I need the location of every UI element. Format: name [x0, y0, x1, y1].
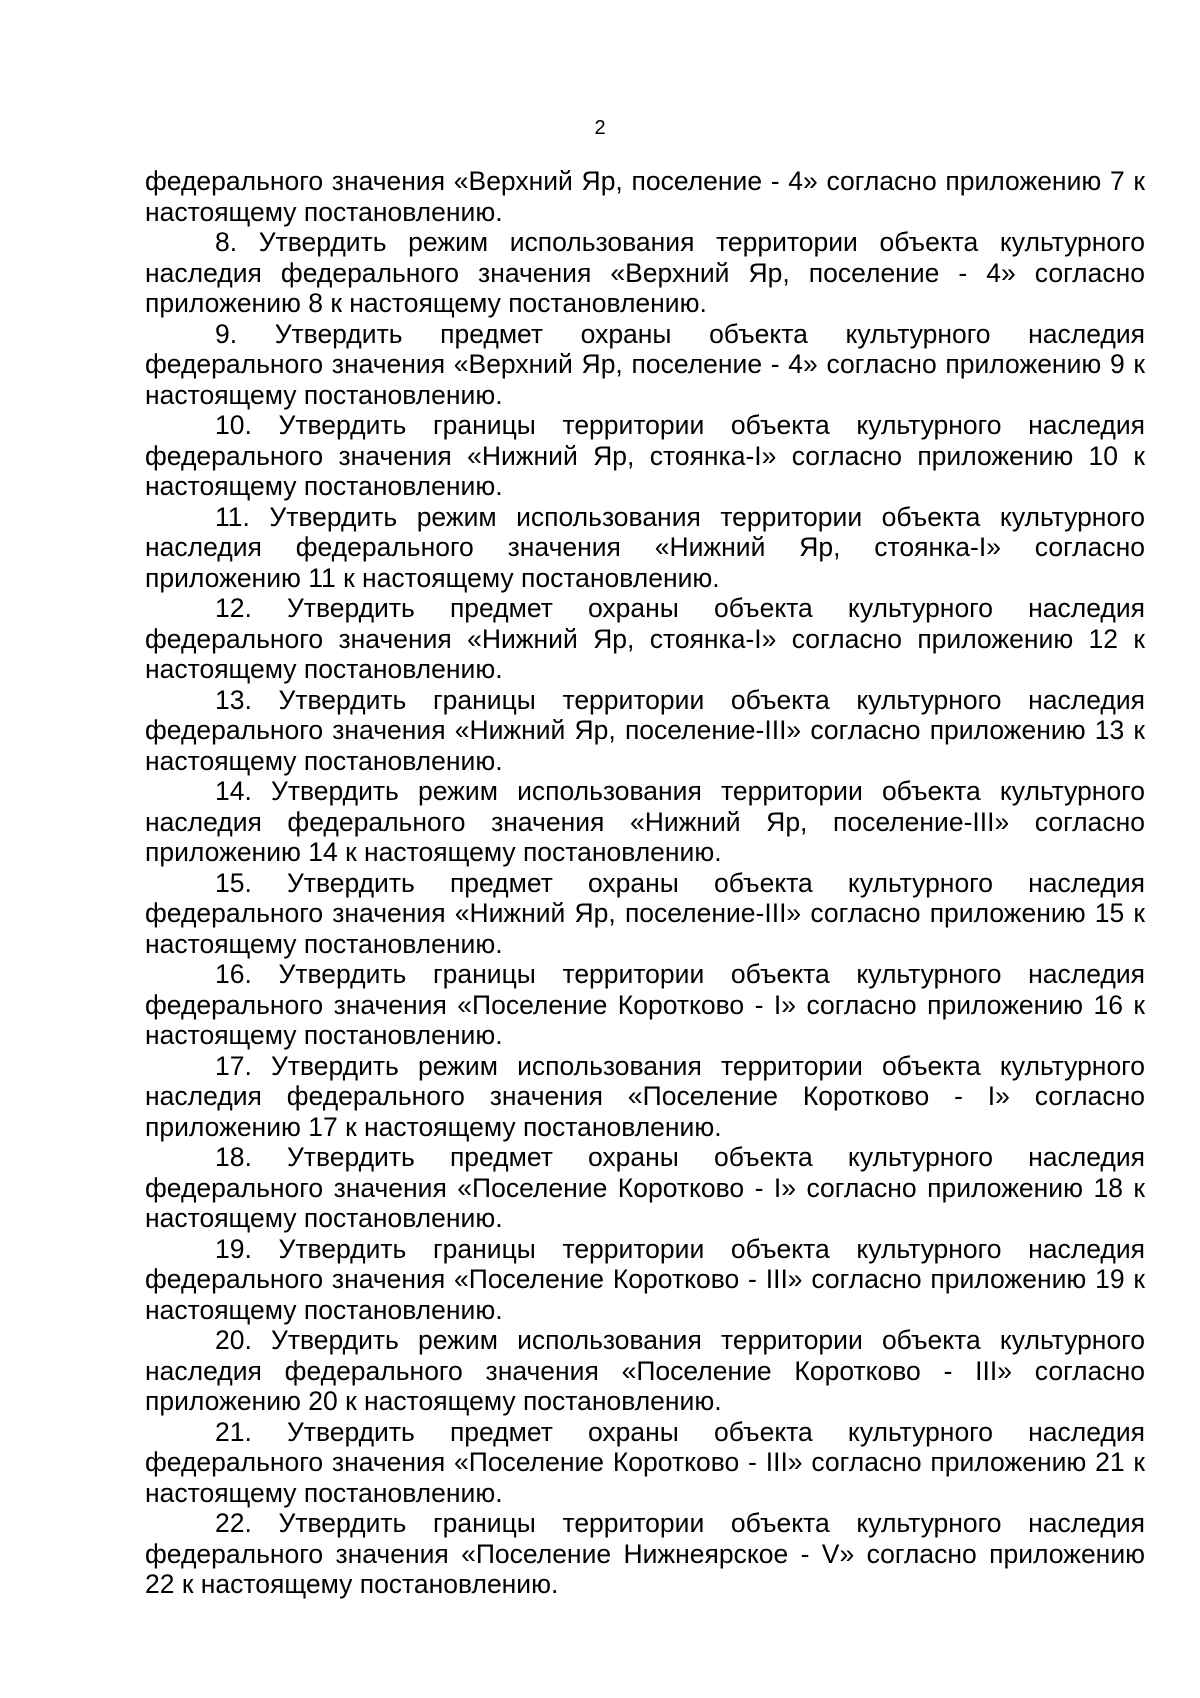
paragraph-item-18: 18. Утвердить предмет охраны объекта культурного наследия федерального значения «Поселение Коротково - I» согласно приложению 18 к настоящему постановлению.	[145, 1142, 1145, 1233]
paragraph-item-15: 15. Утвердить предмет охраны объекта культурного наследия федерального значения «Нижний Яр, поселение-III» согласно приложению 15 к настоящему постановлению.	[145, 867, 1145, 959]
paragraph-item-11: 11. Утвердить режим использования территории объекта культурного наследия федерального значения «Нижний Яр, стоянка-I» согласно приложению 11 к настоящему постановлению.	[145, 501, 1145, 593]
document-body	[145, 166, 1145, 1600]
paragraph-item-19: 19. Утвердить границы территории объекта культурного наследия федерального значения «Поселение Коротково - III» согласно приложению 19 к настоящему постановлению.	[145, 1233, 1145, 1325]
paragraph-item-12: 12. Утвердить предмет охраны объекта культурного наследия федерального значения «Нижний Яр, стоянка-I» согласно приложению 12 к настоящему постановлению.	[145, 593, 1145, 684]
paragraph-continuation: федерального значения «Верхний Яр, поселение - 4» согласно приложению 7 к настоящему постановлению.	[145, 166, 1145, 227]
paragraph-item-21: 21. Утвердить предмет охраны объекта культурного наследия федерального значения «Поселение Коротково - III» согласно приложению 21 к настоящему постановлению.	[145, 1416, 1145, 1508]
paragraph-item-9: 9. Утвердить предмет охраны объекта культурного наследия федерального значения «Верхний Яр, поселение - 4» согласно приложению 9 к настоящему постановлению.	[145, 318, 1145, 410]
paragraph-item-22: 22. Утвердить границы территории объекта культурного наследия федерального значения «Поселение Нижнеярское - V» согласно приложению 22 к настоящему постановлению.	[145, 1508, 1145, 1599]
page-number: 2	[594, 117, 606, 139]
paragraph-item-10: 10. Утвердить границы территории объекта культурного наследия федерального значения «Нижний Яр, стоянка-I» согласно приложению 10 к настоящему постановлению.	[145, 410, 1145, 501]
paragraph-item-8: 8. Утвердить режим использования территории объекта культурного наследия федерального значения «Верхний Яр, поселение - 4» согласно приложению 8 к настоящему постановлению.	[145, 227, 1145, 318]
paragraph-item-17: 17. Утвердить режим использования территории объекта культурного наследия федерального значения «Поселение Коротково - I» согласно приложению 17 к настоящему постановлению.	[145, 1050, 1145, 1142]
paragraph-item-14: 14. Утвердить режим использования территории объекта культурного наследия федерального значения «Нижний Яр, поселение-III» согласно приложению 14 к настоящему постановлению.	[145, 776, 1145, 867]
paragraph-item-16: 16. Утвердить границы территории объекта культурного наследия федерального значения «Поселение Коротково - I» согласно приложению 16 к настоящему постановлению.	[145, 959, 1145, 1050]
paragraph-item-13: 13. Утвердить границы территории объекта культурного наследия федерального значения «Нижний Яр, поселение-III» согласно приложению 13 к настоящему постановлению.	[145, 684, 1145, 776]
paragraph-item-20: 20. Утвердить режим использования территории объекта культурного наследия федерального значения «Поселение Коротково - III» согласно приложению 20 к настоящему постановлению.	[145, 1325, 1145, 1416]
